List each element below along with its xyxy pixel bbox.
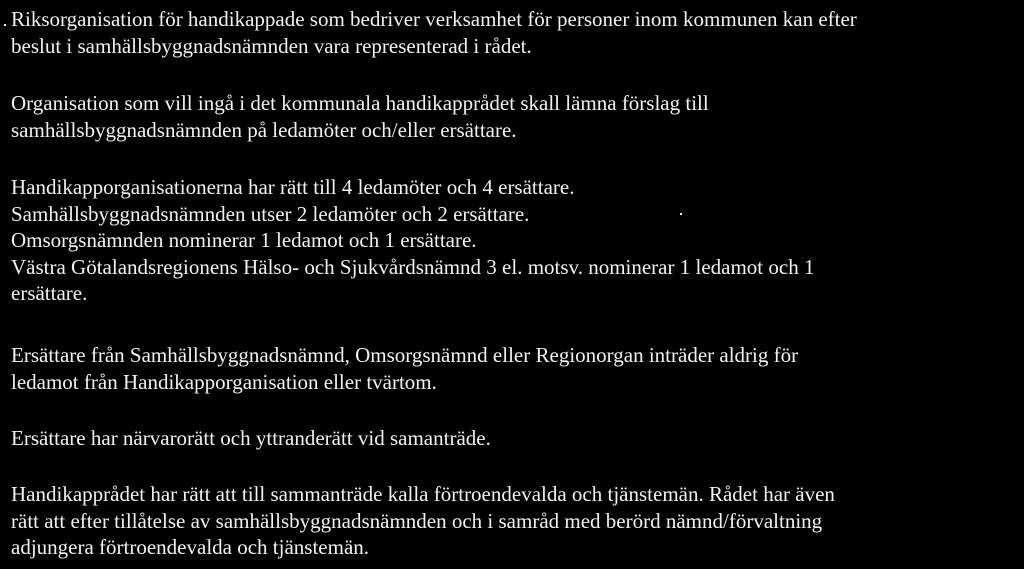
paragraph-ersattare-inträder	[11, 342, 1011, 395]
text-line: Ersättare från Samhällsbyggnadsnämnd, Omsorgsnämnd eller Regionorgan inträder aldrig för	[11, 343, 799, 367]
text-line: rätt att efter tillåtelse av samhällsbyggnadsnämnden och i samråd med berörd nämnd/förvaltning	[11, 508, 823, 533]
text-line: Västra Götalandsregionens Hälso- och Sjukvårdsnämnd 3 el. motsv. nominerar 1 ledamot och 1	[11, 254, 815, 279]
text-line: ersättare.	[11, 281, 88, 305]
paragraph-organisation-forslag	[11, 90, 1011, 143]
paragraph-narvarorätt	[11, 425, 1011, 452]
text-line: Handikapporganisationerna har rätt till 4 ledamöter och 4 ersättare.	[11, 175, 575, 199]
text-line: samhällsbyggnadsnämnden på ledamöter och/eller ersättare.	[11, 117, 517, 142]
text-line: Ersättare har närvarorätt och yttranderätt vid samanträde.	[11, 426, 491, 450]
text-line: ledamot från Handikapporganisation eller tvärtom.	[11, 369, 437, 394]
text-line: Riksorganisation för handikappade som bedriver verksamhet för personer inom kommunen kan efter	[11, 7, 857, 31]
text-line: Omsorgsnämnden nominerar 1 ledamot och 1 ersättare.	[11, 228, 477, 252]
scan-speck	[4, 24, 6, 26]
paragraph-handikapprådet-kalla	[11, 481, 1011, 561]
text-line: Handikapprådet har rätt att till sammanträde kalla förtroendevalda och tjänstemän. Rådet har även	[11, 482, 835, 506]
text-line: Samhällsbyggnadsnämnden utser 2 ledamöter och 2 ersättare.	[11, 201, 530, 226]
text-line: Organisation som vill ingå i det kommunala handikapprådet skall lämna förslag till	[11, 91, 709, 115]
text-line: adjungera förtroendevalda och tjänstemän.	[11, 535, 370, 559]
paragraph-ledamoter-fordelning	[11, 174, 1011, 307]
paragraph-riksorganisation	[11, 6, 1011, 59]
text-line: beslut i samhällsbyggnadsnämnden vara representerad i rådet.	[11, 33, 532, 58]
